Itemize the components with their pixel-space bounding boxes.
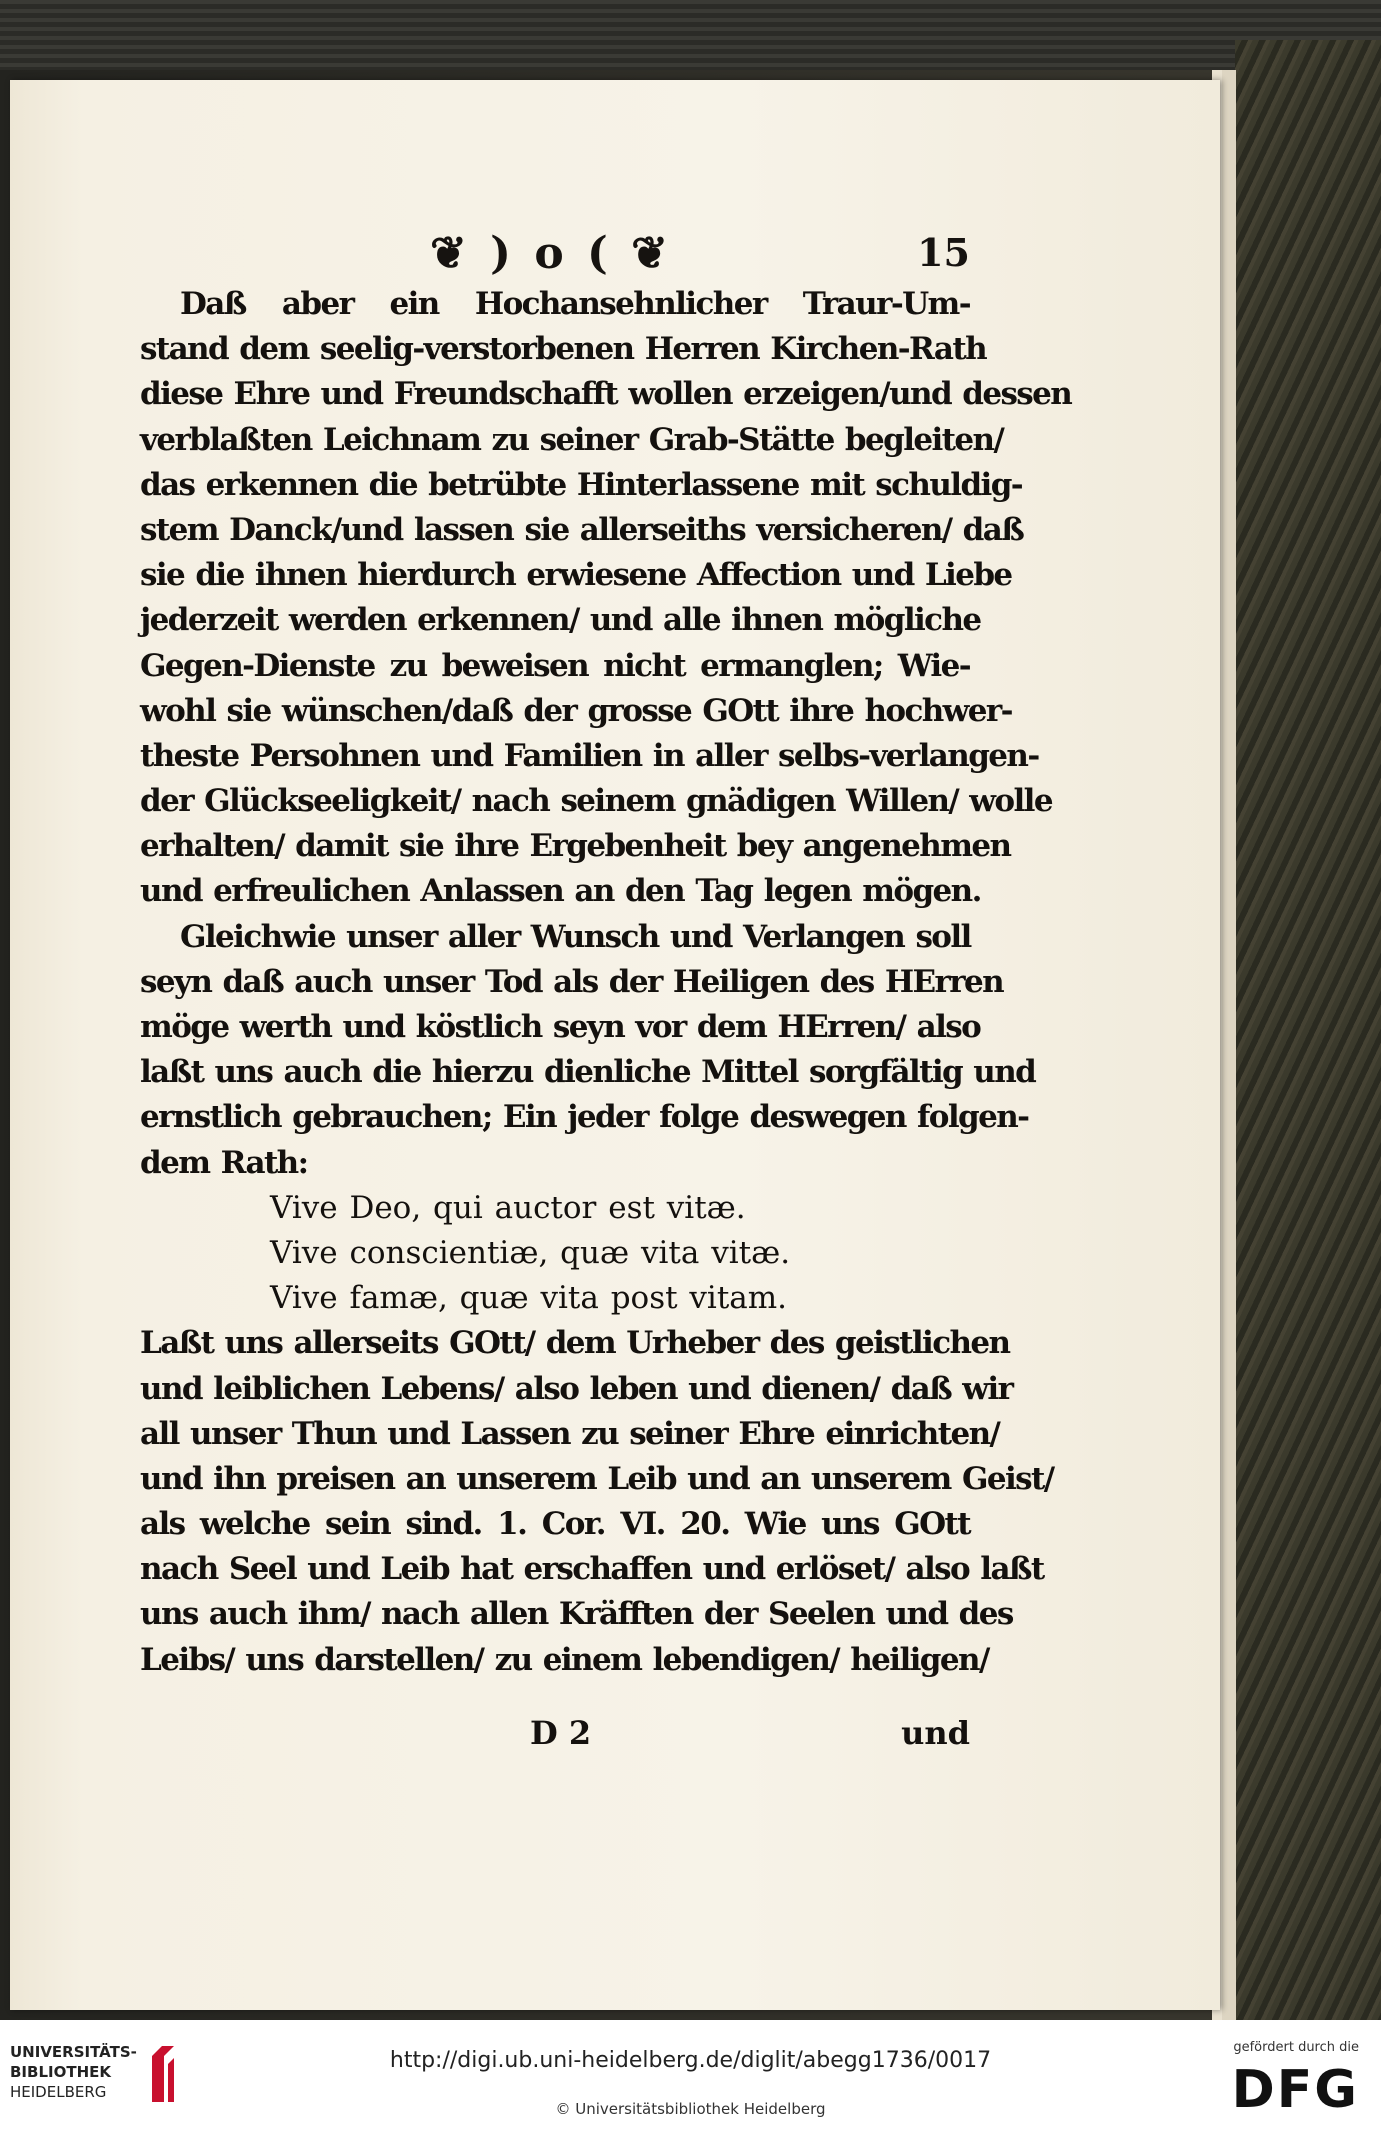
- signature-mark: D 2: [530, 1714, 592, 1752]
- text-line: und ihn preisen an unserem Leib und an unserem Geist/: [140, 1460, 1054, 1497]
- text-line: Gegen-Dienste zu beweisen nicht ermanglen; Wie-: [140, 647, 970, 684]
- library-name-line3: HEIDELBERG: [10, 2083, 107, 2101]
- text-line: verblaßten Leichnam zu seiner Grab-Stätte begleiten/: [140, 421, 1004, 458]
- text-line: dem Rath:: [140, 1144, 308, 1181]
- text-line: Leibs/ uns darstellen/ zu einem lebendigen/ heiligen/: [140, 1641, 989, 1678]
- text-line: uns auch ihm/ nach allen Kräfften der Seelen und des: [140, 1596, 1013, 1633]
- text-line: sie die ihnen hierdurch erwiesene Affection und Liebe: [140, 557, 1012, 594]
- funding-note: gefördert durch die: [1233, 2040, 1359, 2055]
- dfg-logo[interactable]: DFG: [1231, 2060, 1359, 2120]
- text-line: jederzeit werden erkennen/ und alle ihnen mögliche: [140, 602, 981, 639]
- library-name-line1: UNIVERSITÄTS-: [10, 2043, 137, 2061]
- text-line: seyn daß auch unser Tod als der Heiligen des HErren: [140, 963, 1004, 1000]
- library-name-line2: BIBLIOTHEK: [10, 2063, 111, 2081]
- text-line: stand dem seelig-verstorbenen Herren Kirchen-Rath: [140, 331, 987, 368]
- catchword: und: [901, 1714, 970, 1752]
- text-line: theste Persohnen und Familien in aller selbs-verlangen-: [140, 737, 1039, 774]
- book-cover-right: [1235, 40, 1381, 2020]
- latin-line: Vive famæ, quæ vita post vitam.: [270, 1280, 788, 1317]
- text-line: erhalten/ damit sie ihre Ergebenheit bey angenehmen: [140, 828, 1011, 865]
- text-line: der Glückseeligkeit/ nach seinem gnädigen Willen/ wolle: [140, 783, 1052, 820]
- latin-line: Vive Deo, qui auctor est vitæ.: [270, 1189, 746, 1226]
- page-header: [140, 228, 970, 280]
- copyright-text: © Universitätsbibliothek Heidelberg: [555, 2100, 826, 2118]
- page-url-link[interactable]: http://digi.ub.uni-heidelberg.de/diglit/abegg1736/0017: [389, 2048, 992, 2073]
- signature-line: [140, 1714, 970, 1760]
- header-ornament: ❦ ) o ( ❦: [430, 228, 672, 279]
- text-line: stem Danck/und lassen sie allerseiths versicheren/ daß: [140, 511, 1024, 548]
- text-line: laßt uns auch die hierzu dienliche Mittel sorgfältig und: [140, 1054, 1036, 1091]
- text-line: diese Ehre und Freundschafft wollen erzeigen/und dessen: [140, 376, 1072, 413]
- page-edge: [1222, 70, 1236, 2020]
- text-line: als welche sein sind. 1. Cor. VI. 20. Wie uns GOtt: [140, 1506, 970, 1543]
- text-line: Laßt uns allerseits GOtt/ dem Urheber des geistlichen: [140, 1325, 1010, 1362]
- text-line: Daß aber ein Hochansehnlicher Traur-Um-: [180, 286, 970, 322]
- book-cover-top: [0, 0, 1381, 70]
- text-line: das erkennen die betrübte Hinterlassene mit schuldig-: [140, 466, 1023, 503]
- text-line: möge werth und köstlich seyn vor dem HErren/ also: [140, 1009, 981, 1045]
- text-line: nach Seel und Leib hat erschaffen und erlöset/ also laßt: [140, 1551, 1044, 1588]
- text-line: all unser Thun und Lassen zu seiner Ehre einrichten/: [140, 1415, 1000, 1452]
- text-line: und erfreulichen Anlassen an den Tag legen mögen.: [140, 873, 981, 910]
- page-number: 15: [917, 230, 970, 275]
- viewer-footer: [0, 2020, 1381, 2134]
- page-text: [140, 282, 1072, 1683]
- text-line: Gleichwie unser aller Wunsch und Verlangen soll: [180, 918, 971, 955]
- text-line: wohl sie wünschen/daß der grosse GOtt ihre hochwer-: [140, 692, 1012, 729]
- text-line: ernstlich gebrauchen; Ein jeder folge deswegen folgen-: [140, 1099, 1029, 1136]
- latin-line: Vive conscientiæ, quæ vita vitæ.: [270, 1234, 791, 1271]
- text-line: und leiblichen Lebens/ also leben und dienen/ daß wir: [140, 1370, 1013, 1407]
